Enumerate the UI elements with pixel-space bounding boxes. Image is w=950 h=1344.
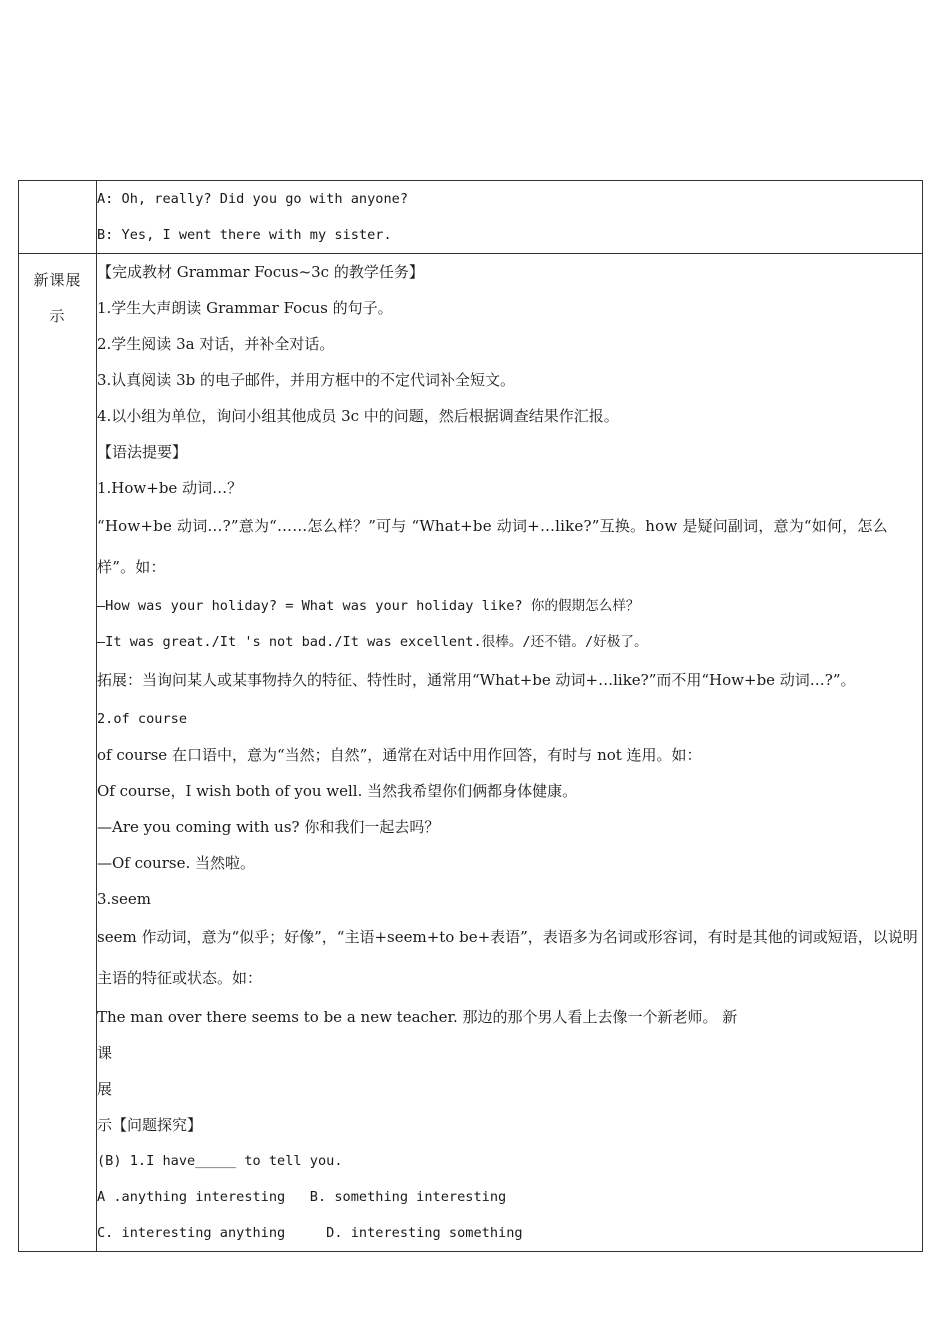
grammar-explanation: “How+be 动词…?”意为“……怎么样？”可与 “What+be 动词+…like?”互换。how 是疑问副词，意为“如何，怎么样”。如： <box>97 517 888 576</box>
example-sentence: The man over there seems to be a new teacher. 那边的那个男人看上去像一个新老师。 新 <box>97 1008 738 1026</box>
example-sentence: —How was your holiday? = What was your holiday like? 你的假期怎么样？ <box>97 598 640 614</box>
row-label-text: 新课展示 <box>33 271 82 325</box>
grammar-heading: 【语法提要】 <box>97 443 188 461</box>
row-label-empty <box>19 181 97 254</box>
example-sentence: —Are you coming with us? 你和我们一起去吗？ <box>97 818 440 836</box>
grammar-point-title: 3.seem <box>97 890 151 908</box>
grammar-extension: 拓展：当询问某人或某事物持久的特征、特性时，通常用“What+be 动词+…like?”而不用“How+be 动词…?”。 <box>97 671 856 689</box>
question-options: C. interesting anything D. interesting something <box>97 1225 523 1241</box>
grammar-point-title: 2.of course <box>97 711 188 727</box>
dialogue-line: A: Oh, really? Did you go with anyone? <box>97 191 408 207</box>
question-stem: (B) 1.I have_____ to tell you. <box>97 1153 343 1169</box>
stray-character: 展 <box>97 1080 113 1098</box>
example-sentence: Of course，I wish both of you well. 当然我希望你们俩都身体健康。 <box>97 782 578 800</box>
question-options: A .anything interesting B. something interesting <box>97 1189 507 1205</box>
task-item: 3.认真阅读 3b 的电子邮件，并用方框中的不定代词补全短文。 <box>97 371 515 389</box>
lesson-content-cell <box>97 254 923 1252</box>
table-row-new-lesson <box>19 254 923 1252</box>
example-sentence: —Of course. 当然啦。 <box>97 854 255 872</box>
table-row-dialogue <box>19 181 923 254</box>
task-item: 4.以小组为单位，询问小组其他成员 3c 中的问题，然后根据调查结果作汇报。 <box>97 407 619 425</box>
dialogue-cell <box>97 181 923 254</box>
inquiry-heading: 示【问题探究】 <box>97 1116 203 1134</box>
grammar-explanation: seem 作动词，意为“似乎；好像”，“主语+seem+to be+表语”，表语多为名词或形容词，有时是其他的词或短语，以说明主语的特征或状态。如： <box>97 928 918 987</box>
grammar-point-title: 1.How+be 动词…？ <box>97 479 243 497</box>
dialogue-line: B: Yes, I went there with my sister. <box>97 227 392 243</box>
stray-character: 课 <box>97 1044 113 1062</box>
task-item: 1.学生大声朗读 Grammar Focus 的句子。 <box>97 299 393 317</box>
row-label-new-lesson <box>19 254 97 1252</box>
task-heading: 【完成教材 Grammar Focus~3c 的教学任务】 <box>97 263 424 281</box>
grammar-explanation: of course 在口语中，意为“当然；自然”，通常在对话中用作回答，有时与 not 连用。如： <box>97 746 702 764</box>
example-sentence: —It was great./It 's not bad./It was excellent.很棒。/还不错。/好极了。 <box>97 634 648 650</box>
lesson-table <box>18 180 923 1252</box>
task-item: 2.学生阅读 3a 对话，并补全对话。 <box>97 335 335 353</box>
